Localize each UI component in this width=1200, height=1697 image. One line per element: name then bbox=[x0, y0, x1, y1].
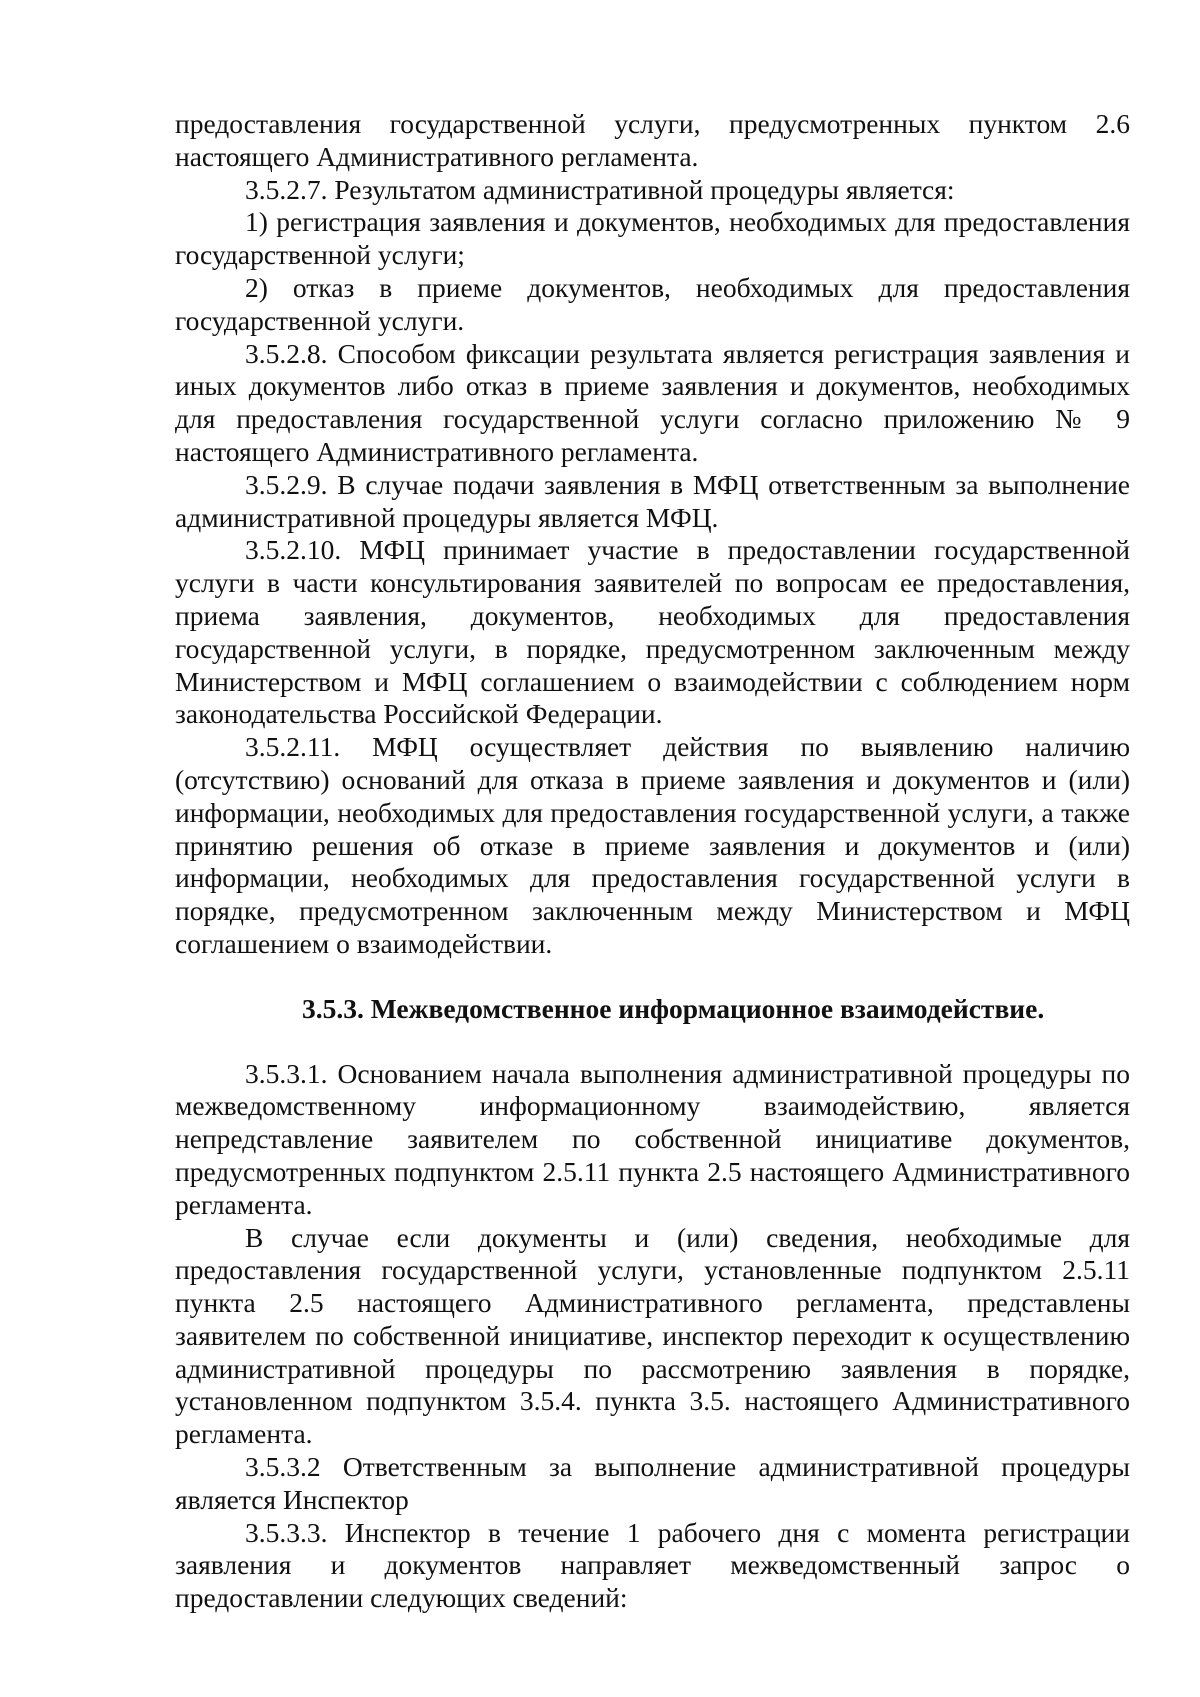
paragraph-3-5-3-2: 3.5.3.2 Ответственным за выполнение административной процедуры является Инспектор bbox=[175, 1451, 1130, 1515]
paragraph-3-5-2-8: 3.5.2.8. Способом фиксации результата является регистрация заявления и иных документов либо отказ в приеме заявления и документов, необходимых для предоставления государственной услуги согласно приложению № 9 настоящего Административного регламента. bbox=[175, 337, 1130, 467]
list-item-1: 1) регистрация заявления и документов, необходимых для предоставления государственной услуги; bbox=[175, 206, 1130, 271]
paragraph-3-5-2-7: 3.5.2.7. Результатом административной процедуры является: bbox=[245, 173, 955, 205]
paragraph-3-5-2-10: 3.5.2.10. МФЦ принимает участие в предоставлении государственной услуги в части консультирования заявителей по вопросам ее предоставления, приема заявления, документов, необходимых для предоставления государственной услуги, в порядке, предусмотренном заключенным между Министерством и МФЦ соглашением о взаимодействии с соблюдением норм законодательства Российской Федерации. bbox=[175, 534, 1130, 730]
paragraph-continuation: предоставления государственной услуги, предусмотренных пунктом 2.6 настоящего Административного регламента. bbox=[175, 108, 1130, 172]
paragraph-case: В случае если документы и (или) сведения, необходимые для предоставления государственной услуги, установленные подпунктом 2.5.11 пункта 2.5 настоящего Административного регламента, представлены заявителем по собственной инициативе, инспектор переходит к осуществлению административной процедуры по рассмотрению заявления в порядке, установленном подпунктом 3.5.4. пункта 3.5. настоящего Административного регламента. bbox=[175, 1221, 1130, 1450]
paragraph-3-5-2-11: 3.5.2.11. МФЦ осуществляет действия по выявлению наличию (отсутствию) оснований для отказа в приеме заявления и документов и (или) информации, необходимых для предоставления государственной услуги, а также принятию решения об отказе в приеме заявления и документов и (или) информации, необходимых для предоставления государственной услуги в порядке, предусмотренном заключенным между Министерством и МФЦ соглашением о взаимодействии. bbox=[175, 731, 1130, 959]
paragraph-3-5-3-1: 3.5.3.1. Основанием начала выполнения административной процедуры по межведомственному информационному взаимодействию, является непредставление заявителем по собственной инициативе документов, предусмотренных подпунктом 2.5.11 пункта 2.5 настоящего Административного регламента. bbox=[175, 1057, 1130, 1220]
list-item-2: 2) отказ в приеме документов, необходимых для предоставления государственной услуги. bbox=[175, 271, 1130, 336]
section-heading: 3.5.3. Межведомственное информационное взаимодействие. bbox=[302, 992, 1045, 1024]
paragraph-3-5-3-3: 3.5.3.3. Инспектор в течение 1 рабочего дня с момента регистрации заявления и документов направляет межведомственный запрос о предоставлении следующих сведений: bbox=[175, 1516, 1130, 1614]
document-page bbox=[175, 108, 1130, 1615]
paragraph-3-5-2-9: 3.5.2.9. В случае подачи заявления в МФЦ ответственным за выполнение административной процедуры является МФЦ. bbox=[175, 468, 1130, 533]
